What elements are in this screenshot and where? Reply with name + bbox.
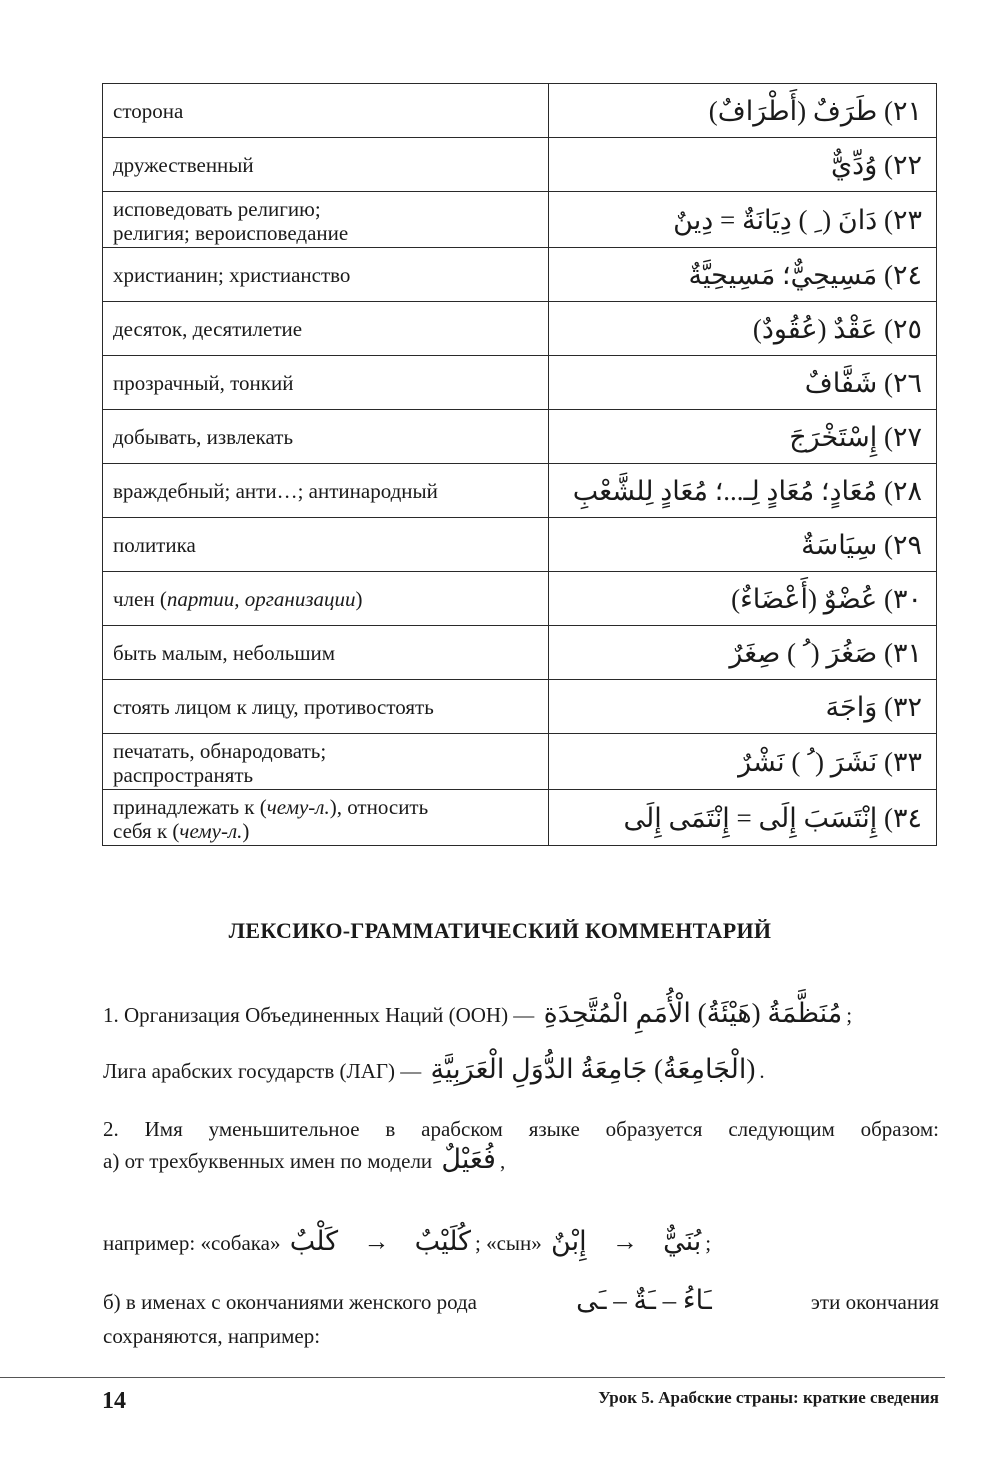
- arabic-term: ٢٩) سِيَاسَةٌ: [801, 529, 922, 560]
- comment-line: [103, 1283, 939, 1319]
- table-row: [103, 248, 937, 302]
- arabic-word: كُلَيْبٌ: [414, 1226, 472, 1256]
- arabic-word: إِبْنٌ: [551, 1226, 587, 1256]
- running-title: Урок 5. Арабские страны: краткие сведения: [598, 1388, 939, 1407]
- arabic-cell: [549, 410, 937, 464]
- arabic-cell: [549, 626, 937, 680]
- russian-cell: сторона: [103, 84, 549, 138]
- comment-item-2: [103, 1114, 939, 1176]
- arabic-term: ٣٤) إِنْتَسَبَ إِلَى = إِنْتَمَى إِلَى: [623, 802, 922, 833]
- russian-line: исповедовать религию;: [113, 196, 321, 221]
- arabic-cell: [549, 248, 937, 302]
- table-row: [103, 790, 937, 846]
- section-heading: ЛЕКСИКО-ГРАММАТИЧЕСКИЙ КОММЕНТАРИЙ: [228, 918, 772, 943]
- russian-cell: христианин; христианство: [103, 248, 549, 302]
- arabic-cell: [549, 572, 937, 626]
- comment-item-1: [103, 1000, 939, 1028]
- arabic-term: ٢٧) إِسْتَخْرَجَ: [789, 421, 922, 452]
- page-number: 14: [102, 1388, 126, 1414]
- russian-italic: чему-л.: [179, 818, 243, 843]
- arabic-term: ٢١) طَرَفٌ (أَطْرَافٌ): [708, 95, 922, 126]
- arabic-cell: [549, 518, 937, 572]
- russian-text: принадлежать к (: [113, 794, 267, 819]
- table-row: [103, 518, 937, 572]
- comment-text: сохраняются, например:: [103, 1324, 321, 1348]
- comment-text: 1. Организация Объединенных Наций (ООН) —: [103, 1003, 535, 1027]
- russian-italic: партии, организации: [166, 586, 356, 611]
- arrow-icon: →: [611, 1227, 638, 1256]
- table-row: [103, 734, 937, 790]
- table-row: [103, 464, 937, 518]
- footer-rule: [0, 1377, 945, 1378]
- punctuation: ;: [705, 1231, 712, 1255]
- comment-text: ; «сын»: [475, 1231, 542, 1255]
- russian-text: член (: [113, 586, 167, 611]
- comment-text: а) от трехбуквенных имен по модели: [103, 1149, 433, 1173]
- arrow-icon: →: [363, 1227, 390, 1256]
- arabic-pattern: فُعَيْلٌ: [441, 1144, 496, 1174]
- table-row: [103, 680, 937, 734]
- arabic-word: كَلْبٌ: [289, 1226, 339, 1256]
- russian-text: ): [355, 586, 363, 611]
- arabic-endings: ـَاءُ – ـَةٌ – ـَى: [576, 1285, 712, 1315]
- russian-line: религия; вероисповедание: [113, 220, 349, 245]
- russian-cell: быть малым, небольшим: [103, 626, 549, 680]
- russian-cell: добывать, извлекать: [103, 410, 549, 464]
- arabic-term: ٣٣) نَشَرَ ( ُ ) نَشْرٌ: [738, 746, 922, 777]
- russian-cell: политика: [103, 518, 549, 572]
- russian-line: распространять: [113, 762, 254, 787]
- comment-subitem-a: [103, 1144, 939, 1176]
- arabic-term: ٢٣) دَانَ ( ِ ) دِيَانَةٌ = دِينٌ: [673, 204, 922, 235]
- arabic-cell: [549, 734, 937, 790]
- comment-text: б) в именах с окончаниями женского рода: [103, 1290, 477, 1314]
- arabic-cell: [549, 356, 937, 410]
- arabic-term: ٢٨) مُعَادٍ؛ مُعَادٍ لِـ...؛ مُعَادٍ لِلشَّعْبِ: [572, 475, 922, 506]
- russian-cell: [103, 790, 549, 846]
- punctuation: ,: [499, 1149, 506, 1173]
- russian-text: ), относить: [329, 794, 429, 819]
- table-row: [103, 302, 937, 356]
- arabic-term: ٣٠) عُضْوٌ (أَعْضَاءٌ): [731, 583, 922, 614]
- russian-text: ): [242, 818, 250, 843]
- arabic-word: بُنَيٌّ: [663, 1226, 702, 1256]
- russian-line: печатать, обнародовать;: [113, 738, 327, 763]
- russian-cell: [103, 192, 549, 248]
- table-row: [103, 356, 937, 410]
- arabic-term: ٢٦) شَفَّافٌ: [804, 367, 922, 398]
- arabic-term: ٢٢) وُدِّيٌّ: [831, 149, 922, 180]
- arabic-cell: [549, 84, 937, 138]
- arabic-cell: [549, 464, 937, 518]
- table-row: [103, 84, 937, 138]
- russian-cell: дружественный: [103, 138, 549, 192]
- arabic-cell: [549, 790, 937, 846]
- arabic-cell: [549, 138, 937, 192]
- russian-italic: чему-л.: [266, 794, 330, 819]
- russian-cell: [103, 572, 549, 626]
- arabic-term: ٣١) صَغُرَ ( ُ ) صِغَرٌ: [729, 637, 922, 668]
- comment-text: например: «собака»: [103, 1231, 281, 1255]
- table-row: [103, 410, 937, 464]
- arabic-phrase: (الْجَامِعَةُ) جَامِعَةُ الدُّوَلِ الْعَرَبِيَّةِ: [430, 1054, 756, 1084]
- comment-example: [103, 1228, 939, 1256]
- russian-cell: прозрачный, тонкий: [103, 356, 549, 410]
- comment-subitem-b: [103, 1283, 939, 1353]
- punctuation: ;: [846, 1003, 853, 1027]
- vocabulary-table: [102, 83, 937, 846]
- table-row: [103, 626, 937, 680]
- arabic-term: ٢٥) عَقْدٌ (عُقُودٌ): [752, 313, 922, 344]
- arabic-cell: [549, 192, 937, 248]
- arabic-phrase: مُنَظَّمَةُ (هَيْئَةُ) الْأُمَمِ الْمُتَّحِدَةِ: [543, 998, 843, 1028]
- table-row: [103, 192, 937, 248]
- arabic-term: ٣٢) وَاجَهَ: [825, 691, 922, 722]
- punctuation: .: [759, 1059, 765, 1083]
- table-row: [103, 138, 937, 192]
- russian-cell: десяток, десятилетие: [103, 302, 549, 356]
- comment-text: эти окончания: [810, 1290, 939, 1314]
- arabic-cell: [549, 302, 937, 356]
- comment-item-1b: [103, 1056, 939, 1084]
- table-row: [103, 572, 937, 626]
- russian-cell: стоять лицом к лицу, противостоять: [103, 680, 549, 734]
- russian-text: себя к (: [113, 818, 180, 843]
- comment-text: 2. Имя уменьшительное в арабском языке образуется следующим образом:: [103, 1117, 939, 1141]
- comment-text: Лига арабских государств (ЛАГ) —: [103, 1059, 422, 1083]
- russian-cell: враждебный; анти…; антинародный: [103, 464, 549, 518]
- arabic-term: ٢٤) مَسِيحِيٌّ؛ مَسِيحِيَّةٌ: [688, 259, 922, 290]
- arabic-cell: [549, 680, 937, 734]
- russian-cell: [103, 734, 549, 790]
